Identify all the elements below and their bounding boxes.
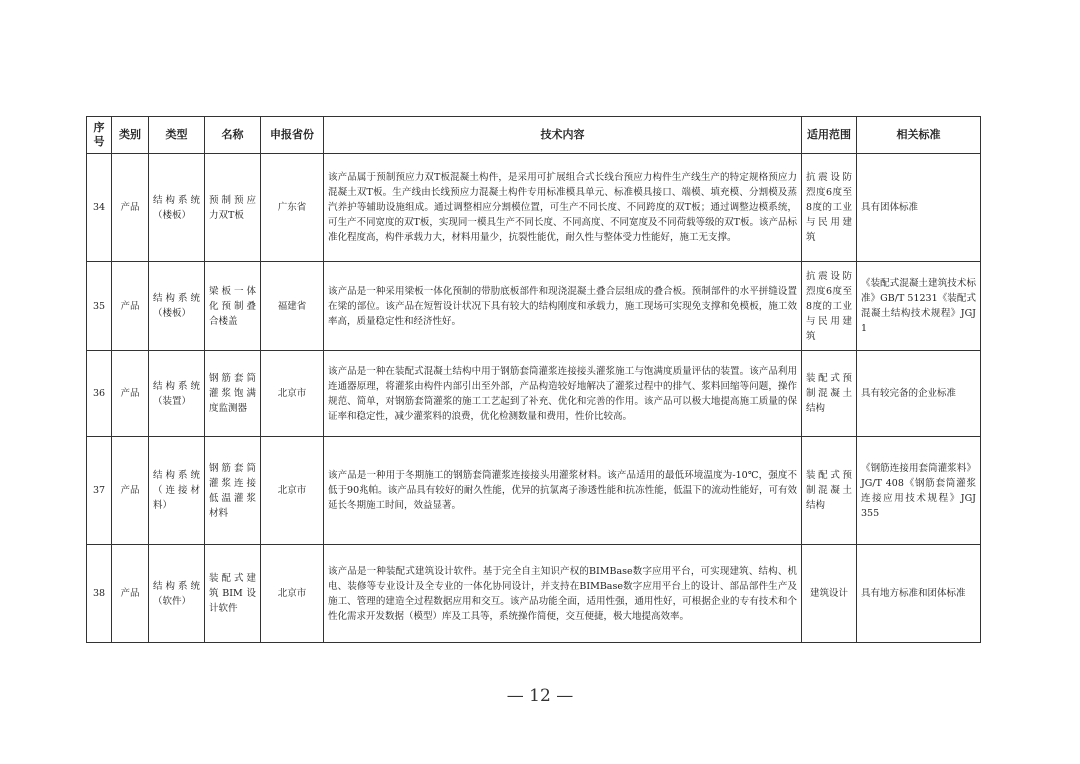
header-type: 类型	[149, 117, 205, 154]
header-province: 申报省份	[261, 117, 324, 154]
cell-tech: 该产品是一种在装配式混凝土结构中用于钢筋套筒灌浆连接接头灌浆施工与饱满度质量评估的装置。该产品利用连通器原理，将灌浆由构件内部引出至外部，产品构造较好地解决了灌浆过程中的排气、浆料回缩等问题，操作规范、简单，对钢筋套筒灌浆的施工工艺起到了补充、优化和完善的作用。该产品可以极大地提高施工质量的保证率和稳定性，减少灌浆料的浪费，优化检测数量和费用，性价比较高。	[324, 351, 802, 437]
header-standard: 相关标准	[857, 117, 981, 154]
cell-type: 结构系统（连接材料）	[149, 437, 205, 545]
cell-category: 产品	[112, 437, 149, 545]
cell-province: 广东省	[261, 154, 324, 262]
cell-scope: 抗震设防烈度6度至8度的工业与民用建筑	[802, 262, 857, 351]
cell-province: 北京市	[261, 437, 324, 545]
cell-no: 35	[87, 262, 112, 351]
table-row	[87, 437, 981, 545]
header-scope: 适用范围	[802, 117, 857, 154]
cell-type: 结构系统（装置）	[149, 351, 205, 437]
cell-tech: 该产品属于预制预应力双T板混凝土构件，是采用可扩展组合式长线台预应力构件生产线生产的特定规格预应力混凝土双T板。生产线由长线预应力混凝土构件专用标准模具单元、标准模具接口、端模、填充模、分割模及蒸汽养护等辅助设施组成。通过调整相应分割模位置，可生产不同长度、不同跨度的双T板；通过调整边模系统，可生产不同宽度的双T板，实现同一模具生产不同长度、不同高度、不同宽度及不同荷载等级的双T板。该产品标准化程度高，构件承载力大，材料用量少，抗裂性能优，耐久性与整体受力性能好，施工无支撑。	[324, 154, 802, 262]
cell-name: 梁板一体化预制叠合楼盖	[205, 262, 261, 351]
cell-scope: 装配式预制混凝土结构	[802, 351, 857, 437]
cell-scope: 装配式预制混凝土结构	[802, 437, 857, 545]
cell-category: 产品	[112, 351, 149, 437]
header-no: 序号	[87, 117, 112, 154]
page-number: — 12 —	[506, 686, 574, 706]
cell-type: 结构系统（楼板）	[149, 154, 205, 262]
table-row	[87, 351, 981, 437]
cell-tech: 该产品是一种采用梁板一体化预制的带肋底板部件和现浇混凝土叠合层组成的叠合板。预制部件的水平拼缝设置在梁的部位。该产品在短暂设计状况下具有较大的结构刚度和承载力，施工现场可实现免支撑和免模板，施工效率高，质量稳定性和经济性好。	[324, 262, 802, 351]
table-row	[87, 154, 981, 262]
products-table	[86, 116, 981, 643]
header-name: 名称	[205, 117, 261, 154]
cell-name: 预制预应力双T板	[205, 154, 261, 262]
cell-no: 34	[87, 154, 112, 262]
cell-scope: 抗震设防烈度6度至8度的工业与民用建筑	[802, 154, 857, 262]
table-header-row	[87, 117, 981, 154]
header-tech: 技术内容	[324, 117, 802, 154]
cell-province: 福建省	[261, 262, 324, 351]
cell-category: 产品	[112, 154, 149, 262]
cell-scope: 建筑设计	[802, 545, 857, 643]
cell-standard: 具有地方标准和团体标准	[857, 545, 981, 643]
cell-name: 钢筋套筒灌浆饱满度监测器	[205, 351, 261, 437]
cell-type: 结构系统（楼板）	[149, 262, 205, 351]
cell-name: 钢筋套筒灌浆连接低温灌浆材料	[205, 437, 261, 545]
table-row	[87, 545, 981, 643]
cell-no: 36	[87, 351, 112, 437]
table-row	[87, 262, 981, 351]
header-category: 类别	[112, 117, 149, 154]
cell-standard: 具有较完备的企业标准	[857, 351, 981, 437]
cell-category: 产品	[112, 262, 149, 351]
cell-province: 北京市	[261, 545, 324, 643]
cell-standard: 《钢筋连接用套筒灌浆料》JG/T 408《钢筋套筒灌浆连接应用技术规程》JGJ 355	[857, 437, 981, 545]
cell-type: 结构系统（软件）	[149, 545, 205, 643]
cell-no: 38	[87, 545, 112, 643]
cell-name: 装配式建筑BIM设计软件	[205, 545, 261, 643]
cell-standard: 具有团体标准	[857, 154, 981, 262]
cell-no: 37	[87, 437, 112, 545]
cell-tech: 该产品是一种装配式建筑设计软件。基于完全自主知识产权的BIMBase数字应用平台，可实现建筑、结构、机电、装修等专业设计及全专业的一体化协同设计，并支持在BIMBase数字应用平台上的设计、部品部件生产及施工、管理的建造全过程数据应用和交互。该产品功能全面，适用性强，通用性好，可根据企业的专有技术和个性化需求开发数据（模型）库及工具等，系统操作简便，交互便捷，极大地提高效率。	[324, 545, 802, 643]
cell-province: 北京市	[261, 351, 324, 437]
cell-category: 产品	[112, 545, 149, 643]
cell-standard: 《装配式混凝土建筑技术标准》GB/T 51231《装配式混凝土结构技术规程》JGJ 1	[857, 262, 981, 351]
cell-tech: 该产品是一种用于冬期施工的钢筋套筒灌浆连接接头用灌浆材料。该产品适用的最低环境温度为-10℃，强度不低于90兆帕。该产品具有较好的耐久性能，优异的抗氯离子渗透性能和抗冻性能，低温下的流动性能好，可有效延长冬期施工时间，效益显著。	[324, 437, 802, 545]
